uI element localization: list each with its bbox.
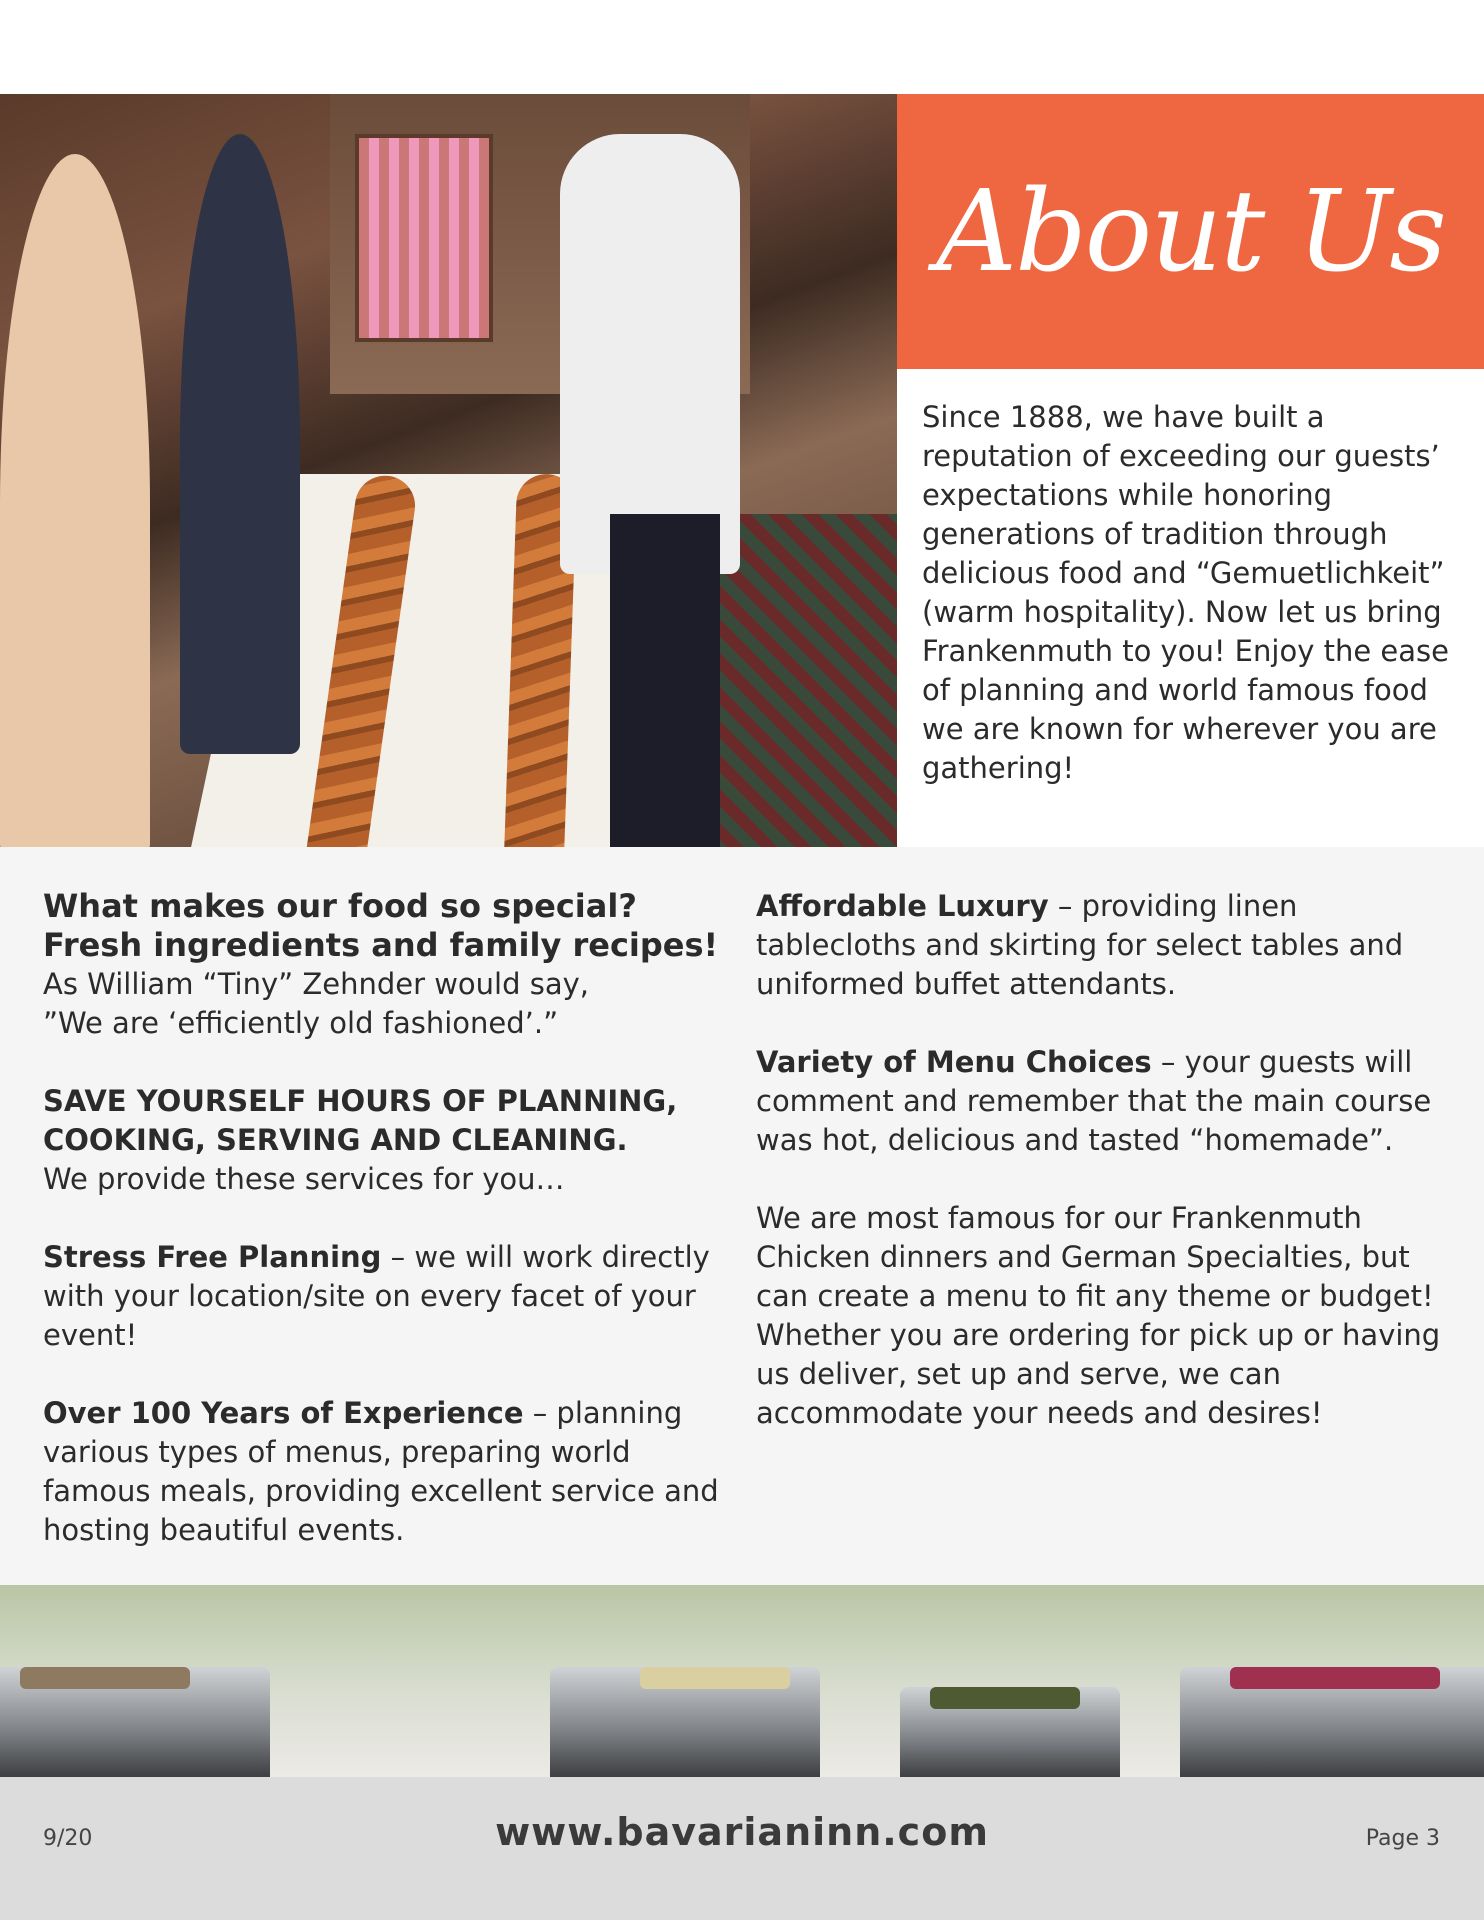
photo-chef-pants — [610, 514, 720, 847]
quote-line-1: As William “Tiny” Zehnder would say, — [43, 967, 590, 1001]
about-body: Since 1888, we have built a reputation of exceeding our guests’ expectations while honoring generations of tradition through delicious food and “Gemuetlichkeit” (warm hospitality). Now let us bring Frankenmuth to you! Enjoy the ease of planning and world famous food we are known for wherever you are gathering! — [922, 400, 1449, 785]
save-heading-2: COOKING, SERVING AND CLEANING. — [43, 1123, 628, 1157]
photo-chef — [560, 134, 740, 574]
luxury-label: Affordable Luxury — [756, 889, 1049, 923]
photo-guest — [0, 154, 150, 847]
closing-paragraph: We are most famous for our Frankenmuth Chicken dinners and German Specialties, but can create a menu to fit any theme or budget! Whether you are ordering for pick up or having us deliver, set up and serve, we can accommodate your needs and desires! — [756, 1201, 1441, 1430]
chafing-dishes-photo — [0, 1585, 1484, 1777]
about-title: About Us — [936, 166, 1445, 297]
variety-paragraph — [756, 1043, 1456, 1160]
luxury-text: – providing linen tablecloths and skirting for select tables and uniformed buffet attendants. — [756, 889, 1404, 1001]
photo-food — [20, 1667, 190, 1689]
photo-food — [1230, 1667, 1440, 1689]
photo-food — [640, 1667, 790, 1689]
save-paragraph — [43, 1082, 733, 1199]
quote-line-2: ”We are ‘efficiently old fashioned’.” — [43, 1006, 559, 1040]
experience-label: Over 100 Years of Experience — [43, 1396, 524, 1430]
intro-paragraph — [43, 887, 733, 1043]
photo-food — [930, 1687, 1080, 1709]
save-text: We provide these services for you… — [43, 1162, 565, 1196]
buffet-photo — [0, 94, 897, 847]
luxury-paragraph — [756, 887, 1456, 1004]
variety-label: Variety of Menu Choices — [756, 1045, 1152, 1079]
left-column — [43, 887, 733, 1589]
intro-heading-1: What makes our food so special? — [43, 887, 637, 925]
photo-window — [355, 134, 493, 342]
experience-paragraph — [43, 1394, 733, 1550]
stress-free-paragraph — [43, 1238, 733, 1355]
footer-date: 9/20 — [43, 1826, 93, 1851]
save-heading-1: SAVE YOURSELF HOURS OF PLANNING, — [43, 1084, 678, 1118]
intro-heading-2: Fresh ingredients and family recipes! — [43, 926, 719, 964]
photo-guest — [180, 134, 300, 754]
website-link[interactable]: www.bavarianinn.com — [495, 1810, 989, 1854]
right-column — [756, 887, 1456, 1472]
variety-text: – your guests will comment and remember that the main course was hot, delicious and tasted “homemade”. — [756, 1045, 1432, 1157]
stress-free-text: – we will work directly with your location/site on every facet of your event! — [43, 1240, 710, 1352]
stress-free-label: Stress Free Planning — [43, 1240, 382, 1274]
experience-text: – planning various types of menus, preparing world famous meals, providing excellent service and hosting beautiful events. — [43, 1396, 719, 1547]
page-number: Page 3 — [1365, 1826, 1440, 1851]
